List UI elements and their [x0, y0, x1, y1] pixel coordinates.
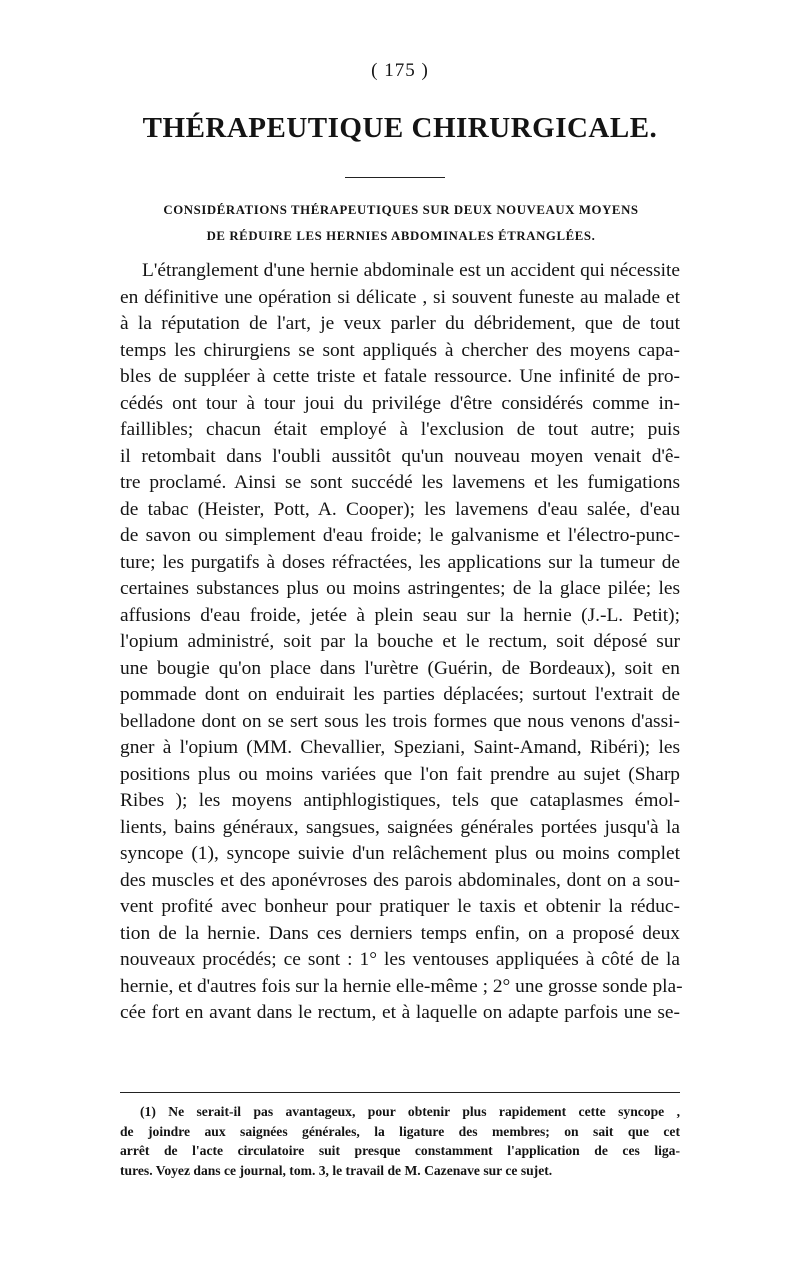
body-line: l'opium administré, soit par la bouche et le rectum, soit déposé sur	[120, 631, 680, 653]
footnote-divider	[120, 1092, 680, 1093]
body-line: Ribes ); les moyens antiphlogistiques, tels que cataplasmes émol-	[120, 790, 680, 812]
body-line: il retombait dans l'oubli aussitôt qu'un nouveau moyen venait d'ê-	[120, 445, 680, 467]
body-line: ture; les purgatifs à doses réfractées, les applications sur la tumeur de	[120, 551, 680, 573]
footnote-line: tures. Voyez dans ce journal, tom. 3, le travail de M. Cazenave sur ce sujet.	[120, 1162, 553, 1178]
body-line: hernie, et d'autres fois sur la hernie elle-même ; 2° une grosse sonde pla-	[120, 975, 683, 997]
footnote	[120, 1102, 680, 1180]
body-line: faillibles; chacun était employé à l'exclusion de tout autre; puis	[120, 419, 680, 441]
body-line: lients, bains généraux, sangsues, saignées générales portées jusqu'à la	[120, 816, 680, 838]
body-line: cée fort en avant dans le rectum, et à laquelle on adapte parfois une se-	[120, 1002, 680, 1024]
body-line: vent profité avec bonheur pour pratiquer le taxis et obtenir la réduc-	[120, 896, 680, 918]
body-line: en définitive une opération si délicate , si souvent funeste au malade et	[120, 286, 680, 308]
footnote-line: arrêt de l'acte circulatoire suit presque constamment l'application de ces liga-	[120, 1143, 680, 1159]
body-line: gner à l'opium (MM. Chevallier, Speziani, Saint-Amand, Ribéri); les	[120, 737, 680, 759]
body-line: de tabac (Heister, Pott, A. Cooper); les lavemens d'eau salée, d'eau	[120, 498, 680, 520]
body-line: affusions d'eau froide, jetée à plein seau sur la hernie (J.-L. Petit);	[120, 604, 680, 626]
body-line: une bougie qu'on place dans l'urètre (Guérin, de Bordeaux), soit en	[120, 657, 680, 679]
article-subtitle-line: DE RÉDUIRE LES HERNIES ABDOMINALES ÉTRANGLÉES.	[206, 229, 596, 243]
body-line: tion de la hernie. Dans ces derniers temps enfin, on a proposé deux	[120, 922, 680, 944]
body-line: tre proclamé. Ainsi se sont succédé les lavemens et les fumigations	[120, 472, 680, 494]
title-divider	[345, 177, 445, 178]
body-line: des muscles et des aponévroses des parois abdominales, dont on a sou-	[120, 869, 680, 891]
body-line: nouveaux procédés; ce sont : 1° les ventouses appliquées à côté de la	[120, 949, 680, 971]
body-line: de savon ou simplement d'eau froide; le galvanisme et l'électro-punc-	[120, 525, 680, 547]
body-line: à la réputation de l'art, je veux parler du débridement, que de tout	[120, 313, 680, 335]
body-line: positions plus ou moins variées que l'on fait prendre au sujet (Sharp	[120, 763, 680, 785]
body-line: syncope (1), syncope suivie d'un relâchement plus ou moins complet	[120, 843, 680, 865]
body-line: L'étranglement d'une hernie abdominale est un accident qui nécessite	[142, 260, 680, 281]
body-line: bles de suppléer à cette triste et fatale ressource. Une infinité de pro-	[120, 366, 680, 388]
body-paragraph	[120, 258, 683, 1027]
page-number: ( 175 )	[371, 60, 429, 81]
body-line: temps les chirurgiens se sont appliqués à chercher des moyens capa-	[120, 339, 680, 361]
body-line: belladone dont on se sert sous les trois formes que nous venons d'assi-	[120, 710, 680, 732]
footnote-line: (1) Ne serait-il pas avantageux, pour obtenir plus rapidement cette syncope ,	[140, 1104, 680, 1119]
footnote-line: de joindre aux saignées générales, la ligature des membres; on sait que cet	[120, 1123, 680, 1139]
body-line: cédés ont tour à tour joui du privilége d'être considérés comme in-	[120, 392, 680, 414]
page-title: THÉRAPEUTIQUE CHIRURGICALE.	[142, 112, 658, 144]
body-line: pommade dont on enduirait les parties déplacées; surtout l'extrait de	[120, 684, 680, 706]
article-subtitle-line: CONSIDÉRATIONS THÉRAPEUTIQUES SUR DEUX NOUVEAUX MOYENS	[163, 203, 639, 217]
body-line: certaines substances plus ou moins astringentes; de la glace pilée; les	[120, 578, 680, 600]
